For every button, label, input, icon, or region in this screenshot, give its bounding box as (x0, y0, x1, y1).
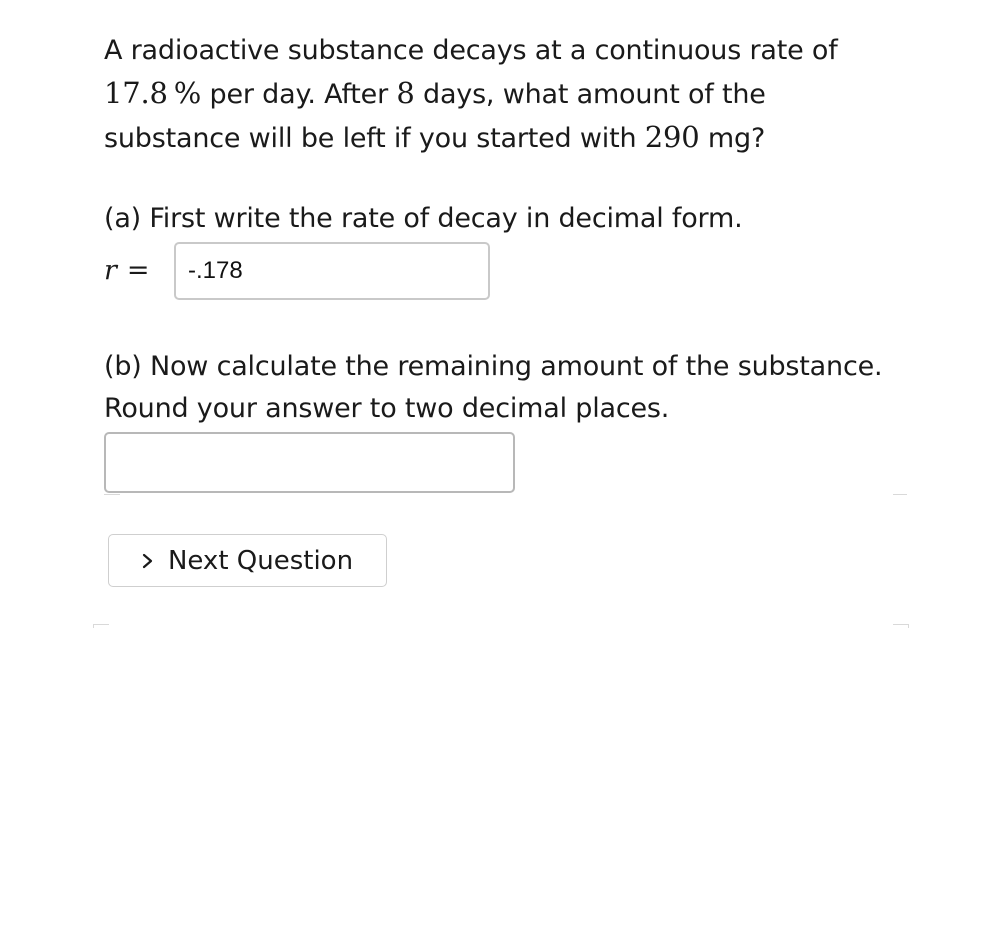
chevron-right-icon (142, 553, 154, 569)
divider-tick (893, 624, 909, 625)
question-after-rate: per day. After (201, 79, 397, 110)
next-question-button[interactable] (108, 534, 387, 587)
part-a-label: (a) First write the rate of decay in decimal form. (104, 203, 743, 234)
days-value: 8 (396, 76, 415, 110)
question-after-days: days, what amount of the (414, 79, 766, 110)
remaining-amount-input[interactable] (104, 432, 515, 493)
variable-r: r (104, 255, 117, 286)
divider-tick (93, 624, 109, 625)
divider-tick (104, 494, 120, 495)
divider-tick (93, 624, 94, 628)
divider-tick (908, 624, 909, 628)
part-b-label: (b) Now calculate the remaining amount of the substance. Round your answer to two decimal places. (104, 351, 883, 424)
divider-tick (893, 494, 907, 495)
r-equals-label (104, 250, 150, 292)
rate-decimal-input[interactable] (174, 242, 490, 300)
next-question-label: Next Question (167, 545, 354, 576)
rate-value: 17.8 (104, 76, 168, 110)
question-line3-prefix: substance will be left if you started with (104, 123, 645, 154)
equals-sign: = (126, 255, 150, 286)
question-line1: A radioactive substance decays at a continuous rate of (104, 35, 838, 66)
percent-sign: % (173, 76, 202, 110)
amount-value: 290 (644, 120, 700, 154)
question-text (104, 30, 894, 160)
question-line3-suffix: mg? (699, 123, 766, 154)
